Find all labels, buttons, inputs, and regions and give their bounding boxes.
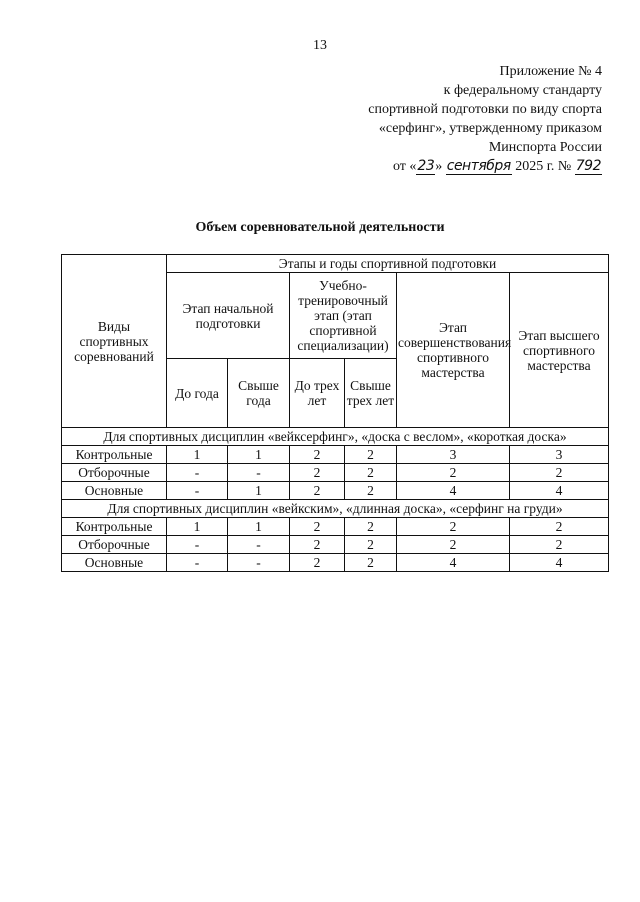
order-mid: » [435,159,443,174]
table-cell: - [167,482,228,500]
header-initial-stage: Этап начальной подготовки [167,273,290,359]
table-cell: - [167,464,228,482]
table-cell: 2 [397,464,510,482]
table-cell: 4 [510,482,609,500]
table-cell: 4 [397,554,510,572]
order-line [300,157,602,176]
header-sub-up-to-year: До года [167,359,228,428]
competition-volume-table [61,254,609,572]
header-stages-title: Этапы и годы спортивной подготовки [167,255,609,273]
section-title: Для спортивных дисциплин «вейксерфинг», «доска с веслом», «короткая доска» [62,428,609,446]
page-number: 13 [313,38,327,53]
table-cell: 1 [228,482,290,500]
order-prefix: от « [392,159,417,174]
section-title: Для спортивных дисциплин «вейкским», «длинная доска», «серфинг на груди» [62,500,609,518]
table-cell: 2 [345,518,397,536]
table-cell: 2 [290,446,345,464]
row-label: Контрольные [62,446,167,464]
header-improvement-stage: Этап совершенствования спортивного мастерства [397,273,510,428]
table-cell: 2 [290,518,345,536]
table-cell: - [228,554,290,572]
row-label: Отборочные [62,464,167,482]
order-month: сентября [446,158,511,174]
table-cell: 4 [397,482,510,500]
header-sub-up-to-three: До трех лет [290,359,345,428]
row-label: Основные [62,554,167,572]
document-title: Объем соревновательной деятельности [195,220,445,235]
order-number: 792 [575,158,601,174]
table-cell: - [167,554,228,572]
order-day: 23 [417,158,435,174]
row-label: Контрольные [62,518,167,536]
table-cell: 2 [345,536,397,554]
table-cell: 3 [397,446,510,464]
table-cell: 2 [345,554,397,572]
annex-header [300,62,602,176]
table-cell: 2 [290,464,345,482]
table-cell: 2 [397,518,510,536]
annex-line: спортивной подготовки по виду спорта [368,102,602,117]
header-competition-types: Виды спортивных соревнований [62,255,167,428]
table-cell: 1 [228,446,290,464]
table-cell: - [228,536,290,554]
table-cell: 2 [290,554,345,572]
header-sub-over-year: Свыше года [228,359,290,428]
order-year: 2025 г. № [515,159,572,174]
table-cell: 1 [167,446,228,464]
annex-line: к федеральному стандарту [443,83,602,98]
row-label: Основные [62,482,167,500]
table-cell: 2 [510,518,609,536]
table-cell: 1 [167,518,228,536]
table-cell: - [228,464,290,482]
row-label: Отборочные [62,536,167,554]
table-cell: 2 [345,446,397,464]
table-cell: 3 [510,446,609,464]
table-cell: 1 [228,518,290,536]
table-cell: 2 [345,464,397,482]
header-sub-over-three: Свыше трех лет [345,359,397,428]
table-cell: 2 [345,482,397,500]
header-higher-stage: Этап высшего спортивного мастерства [510,273,609,428]
table-cell: 2 [290,536,345,554]
table-cell: 2 [397,536,510,554]
table-cell: 2 [510,464,609,482]
annex-line: Минспорта России [488,140,602,155]
table-cell: 2 [510,536,609,554]
header-training-stage: Учебно-тренировочный этап (этап спортивной специализации) [290,273,397,359]
annex-line: Приложение № 4 [499,64,602,79]
table-cell: 4 [510,554,609,572]
annex-line: «серфинг», утвержденному приказом [378,121,602,136]
table-cell: - [167,536,228,554]
table-cell: 2 [290,482,345,500]
